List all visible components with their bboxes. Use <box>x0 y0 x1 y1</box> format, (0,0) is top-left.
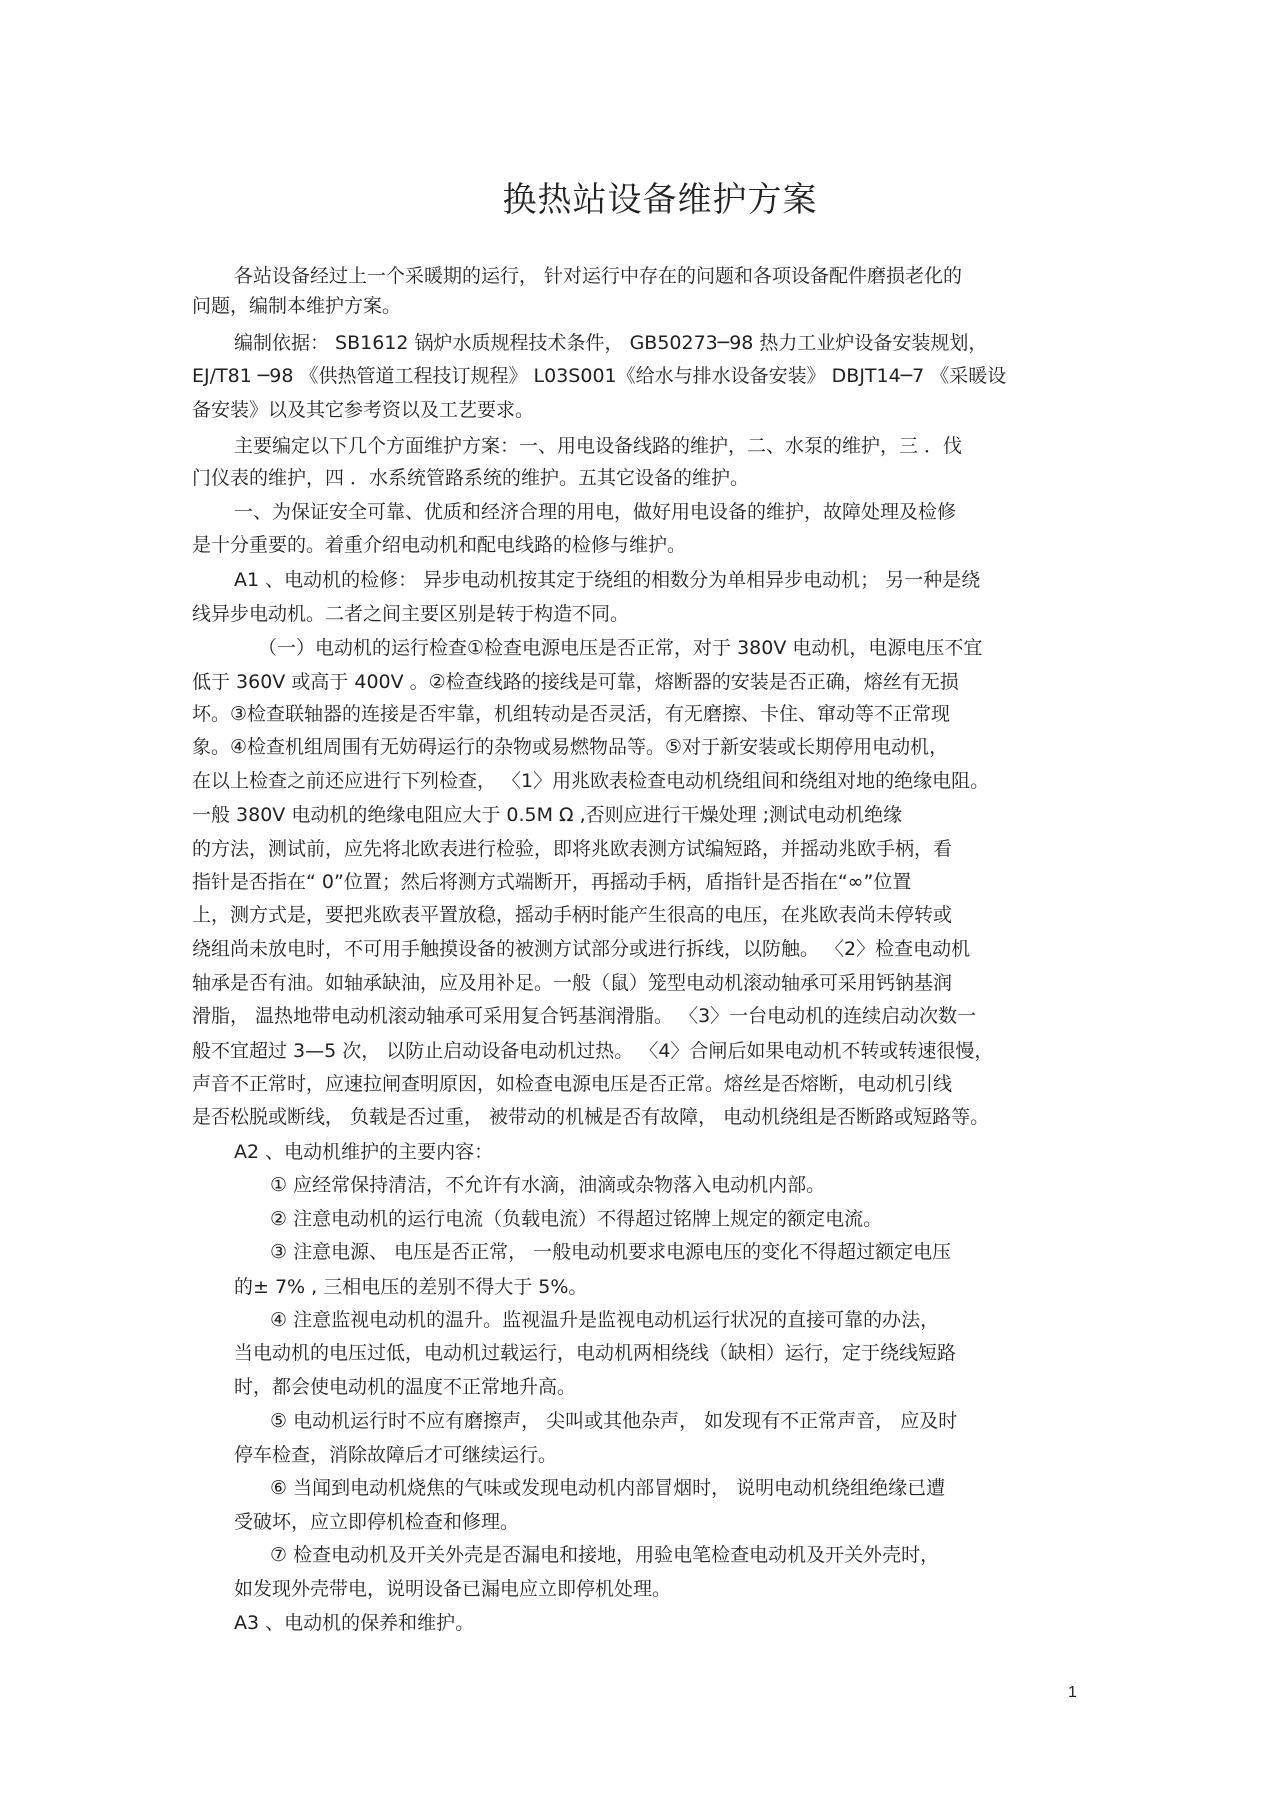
text-line: 编制依据： SB1612 锅炉水质规程技术条件， GB50273─98 热力工业炉设备安装规划， <box>234 332 988 354</box>
text-line: 滑脂， 温热地带电动机滚动轴承可采用复合钙基润滑脂。 〈3〉一台电动机的连续启动次数一 <box>192 1005 977 1027</box>
text-line: EJ/T81 ─98 《供热管道工程技订规程》 L03S001《给水与排水设备安装》 DBJT14─7 《采暖设 <box>192 365 1007 387</box>
text-line: 备安装》以及其它参考资以及工艺要求。 <box>192 399 535 421</box>
text-line: 各站设备经过上一个采暖期的运行， 针对运行中存在的问题和各项设备配件磨损老化的 <box>234 265 963 287</box>
text-line: 是否松脱或断线， 负载是否过重， 被带动的机械是否有故障， 电动机绕组是否断路或短路等。 <box>192 1106 990 1128</box>
text-line: 门仪表的维护，四 ．水系统管路系统的维护。五其它设备的维护。 <box>192 467 750 489</box>
text-line: 的± 7% , 三相电压的差别不得大于 5%。 <box>234 1276 588 1298</box>
text-line: 一般 380V 电动机的绝缘电阻应大于 0.5M Ω ,否则应进行干燥处理 ;测试电动机绝缘 <box>192 804 903 826</box>
text-line: 坏。③检查联轴器的连接是否牢靠，机组转动是否灵活，有无磨擦、卡住、窜动等不正常现 <box>192 703 951 725</box>
text-line: ② 注意电动机的运行电流（负载电流）不得超过铭牌上规定的额定电流。 <box>270 1208 883 1230</box>
text-line: A1 、电动机的检修： 异步电动机按其定于绕组的相数分为单相异步电动机； 另一种是绕 <box>234 569 981 591</box>
text-line: 轴承是否有油。如轴承缺油，应及用补足。一般（鼠）笼型电动机滚动轴承可采用钙钠基润 <box>192 972 953 994</box>
text-line: （一）电动机的运行检查①检查电源电压是否正常，对于 380V 电动机，电源电压不宜 <box>258 637 983 659</box>
text-line: ③ 注意电源、 电压是否正常， 一般电动机要求电源电压的变化不得超过额定电压 <box>270 1241 952 1263</box>
text-line: 是十分重要的。着重介绍电动机和配电线路的检修与维护。 <box>192 534 687 556</box>
text-line: 主要编定以下几个方面维护方案：一、用电设备线路的维护，二、水泵的维护，三 ．伐 <box>234 435 963 457</box>
text-line: 在以上检查之前还应进行下列检查， 〈1〉用兆欧表检查电动机绕组间和绕组对地的绝缘电阻。 <box>192 770 990 792</box>
text-line: 受破坏，应立即停机检查和修理。 <box>234 1511 520 1533</box>
text-line: 如发现外壳带电，说明设备已漏电应立即停机处理。 <box>234 1578 672 1600</box>
text-line: ④ 注意监视电动机的温升。监视温升是监视电动机运行状况的直接可靠的办法， <box>270 1309 940 1331</box>
text-line: 上，测方式是，要把兆欧表平置放稳，摇动手柄时能产生很高的电压，在兆欧表尚未停转或 <box>192 904 953 926</box>
text-line: 低于 360V 或高于 400V 。②检查线路的接线是可靠，熔断器的安装是否正确，熔丝有无损 <box>192 671 959 693</box>
text-line: A2 、电动机维护的主要内容： <box>234 1141 494 1163</box>
text-line: ① 应经常保持清洁，不允许有水滴，油滴或杂物落入电动机内部。 <box>270 1174 826 1196</box>
text-line: ⑦ 检查电动机及开关外壳是否漏电和接地，用验电笔检查电动机及开关外壳时， <box>270 1544 940 1566</box>
text-line: 线异步电动机。二者之间主要区别是转于构造不同。 <box>192 603 630 625</box>
text-line: 指针是否指在“ 0”位置；然后将测方式端断开，再摇动手柄，盾指针是否指在“∞”位置 <box>192 871 912 893</box>
text-line: 的方法，测试前，应先将北欧表进行检验，即将兆欧表测方试编短路，并摇动兆欧手柄，看 <box>192 838 953 860</box>
text-line: 般不宜超过 3—5 次， 以防止启动设备电动机过热。 〈4〉合闸后如果电动机不转或转速很慢， <box>192 1040 994 1062</box>
text-line: 时，都会使电动机的温度不正常地升高。 <box>234 1376 577 1398</box>
page-number: 1 <box>1068 1684 1077 1701</box>
document-title: 换热站设备维护方案 <box>502 180 818 220</box>
text-line: A3 、电动机的保养和维护。 <box>234 1612 475 1634</box>
text-line: 一、为保证安全可靠、优质和经济合理的用电，做好用电设备的维护，故障处理及检修 <box>234 501 957 523</box>
text-line: 当电动机的电压过低，电动机过载运行，电动机两相绕线（缺相）运行，定于绕线短路 <box>234 1342 957 1364</box>
text-line: ⑤ 电动机运行时不应有磨擦声， 尖叫或其他杂声， 如发现有不正常声音， 应及时 <box>270 1410 958 1432</box>
text-line: 问题，编制本维护方案。 <box>192 295 402 317</box>
text-line: 绕组尚未放电时，不可用手触摸设备的被测方试部分或进行拆线，以防触。 〈2〉检查电动机 <box>192 938 971 960</box>
text-line: 停车检查，消除故障后才可继续运行。 <box>234 1444 558 1466</box>
text-line: ⑥ 当闻到电动机烧焦的气味或发现电动机内部冒烟时， 说明电动机绕组绝缘已遭 <box>270 1477 946 1499</box>
text-line: 声音不正常时，应速拉闸查明原因，如检查电源电压是否正常。熔丝是否熔断，电动机引线 <box>192 1073 953 1095</box>
text-line: 象。④检查机组周围有无妨碍运行的杂物或易燃物品等。⑤对于新安装或长期停用电动机， <box>192 736 949 758</box>
